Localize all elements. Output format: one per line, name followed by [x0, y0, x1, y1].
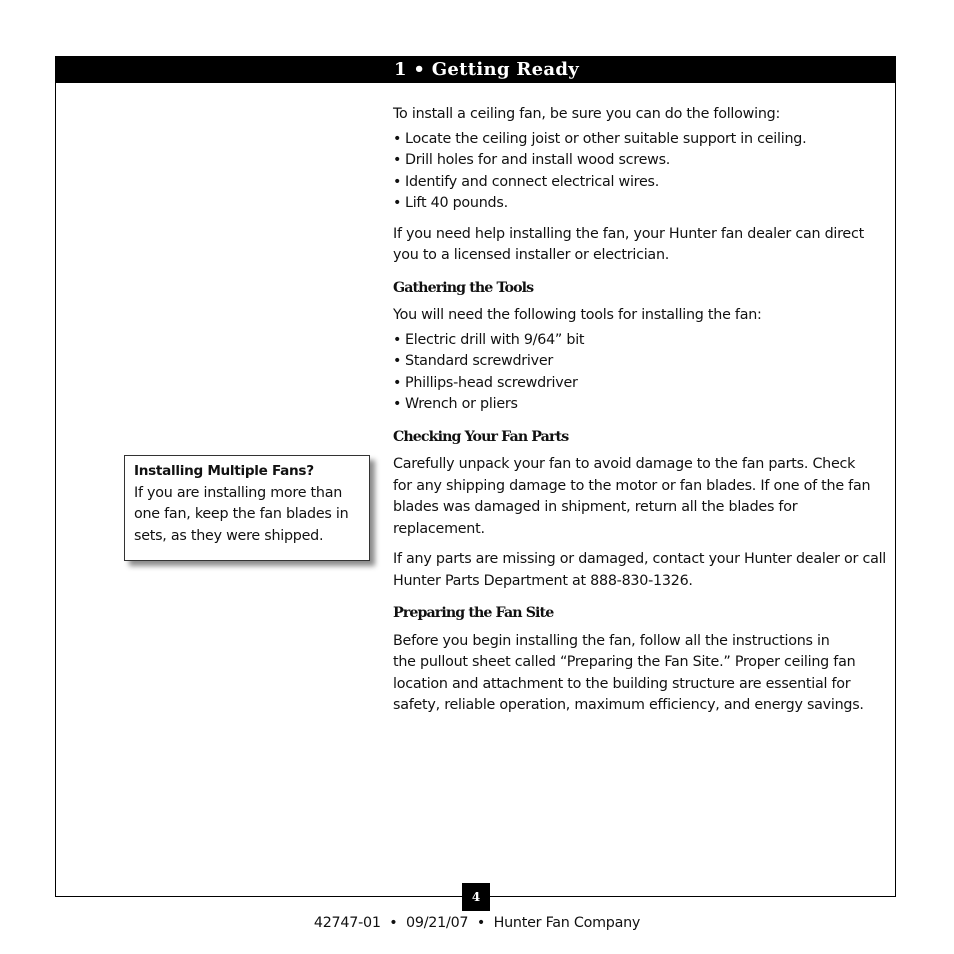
section-title-site: Preparing the Fan Site	[393, 605, 554, 621]
site-line: location and attachment to the building structure are essential for	[393, 675, 851, 692]
section-title-tools: Gathering the Tools	[393, 279, 534, 296]
tools-list	[393, 330, 888, 416]
help-paragraph	[393, 224, 888, 267]
parts-line: blades was damaged in shipment, return all the blades for replacement.	[393, 499, 798, 537]
page-title: 1 • Getting Ready	[394, 59, 580, 80]
tip-title: Installing Multiple Fans?	[134, 463, 314, 479]
parts-line: If any parts are missing or damaged, contact your Hunter dealer or call	[393, 551, 887, 567]
list-item: • Identify and connect electrical wires.	[393, 172, 888, 194]
page-number: 4	[462, 883, 490, 911]
tip-line: one fan, keep the fan blades in	[134, 506, 349, 522]
parts-line: Carefully unpack your fan to avoid damage to the fan parts. Check	[393, 456, 856, 472]
tip-line: If you are installing more than	[134, 484, 343, 501]
site-paragraph	[393, 631, 888, 717]
list-item: • Drill holes for and install wood screws.	[393, 150, 888, 172]
tip-line: sets, as they were shipped.	[134, 527, 324, 544]
parts-line: Hunter Parts Department at 888-830-1326.	[393, 572, 693, 589]
site-line: Before you begin installing the fan, follow all the instructions in	[393, 632, 830, 649]
list-item: • Standard screwdriver	[393, 351, 888, 373]
list-item: • Lift 40 pounds.	[393, 193, 888, 215]
main-content	[393, 104, 888, 717]
intro-list	[393, 129, 888, 215]
site-line: safety, reliable operation, maximum efficiency, and energy savings.	[393, 697, 864, 713]
list-item: • Wrench or pliers	[393, 394, 888, 416]
parts-line: for any shipping damage to the motor or fan blades. If one of the fan	[393, 477, 871, 494]
tools-text: You will need the following tools for installing the fan:	[393, 307, 762, 323]
help-line: you to a licensed installer or electrician.	[393, 247, 670, 263]
site-line: the pullout sheet called “Preparing the Fan Site.” Proper ceiling fan	[393, 654, 856, 670]
parts-paragraph-1	[393, 454, 888, 540]
tip-box	[124, 455, 370, 561]
intro-text: To install a ceiling fan, be sure you can do the following:	[393, 106, 781, 122]
footer-text: 42747-01 • 09/21/07 • Hunter Fan Company	[313, 915, 641, 931]
parts-paragraph-2	[393, 549, 888, 592]
help-line: If you need help installing the fan, your Hunter fan dealer can direct	[393, 225, 864, 242]
list-item: • Locate the ceiling joist or other suitable support in ceiling.	[393, 129, 888, 151]
section-title-parts: Checking Your Fan Parts	[393, 428, 569, 445]
list-item: • Phillips-head screwdriver	[393, 373, 888, 395]
header-bar	[56, 57, 895, 83]
list-item: • Electric drill with 9/64” bit	[393, 330, 888, 352]
